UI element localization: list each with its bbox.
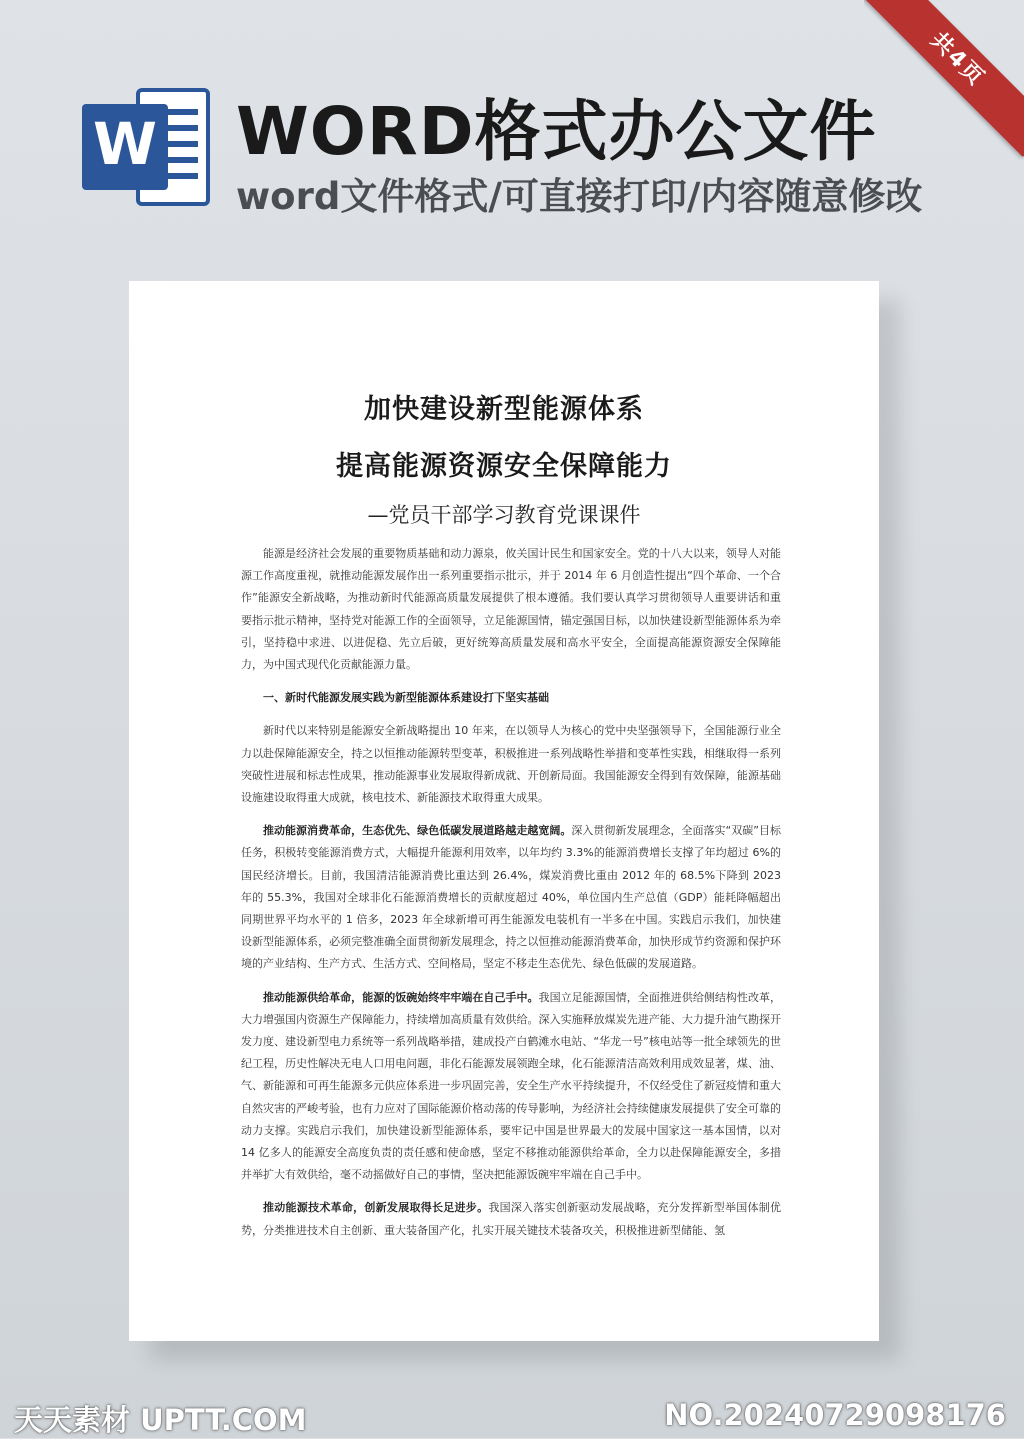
document-page [129,281,879,1341]
paragraph-text: 我国深入落实创新驱动发展战略，充分发挥新型举国体制优势，分类推进技术自主创新、重大装备国产化，扎实开展关键技术装备攻关，积极推进新型储能、氢 [241,1201,782,1237]
watermark-number: NO.20240729098176 [664,1398,1006,1432]
page-count-badge: 共4页 [864,0,1024,157]
intro-paragraph: 能源是经济社会发展的重要物质基础和动力源泉，攸关国计民生和国家安全。党的十八大以来，领导人对能源工作高度重视，就推动能源发展作出一系列重要指示批示，并于 2014 年 6 月创造性提出“四个革命、一个合作”能源安全新战略，为推动新时代能源高质量发展提供了根本遵循。我们要认真学习贯彻领导人重要讲话和重要指示批示精神，坚持党对能源工作的全面领导，立足能源国情，锚定强国目标，以加快建设新型能源体系为牵引，坚持稳中求进、以进促稳、先立后破，更好统筹高质量发展和高水平安全，全面提高能源资源安全保障能力，为中国式现代化贡献能源力量。 [241,547,781,672]
paragraph-text: 深入贯彻新发展理念，全面落实“双碳”目标任务，积极转变能源消费方式，大幅提升能源利用效率，以年均约 3.3%的能源消费增长支撑了年均超过 6%的国民经济增长。目前，我国清洁能源消费比重达到 26.4%，煤炭消费比重由 2012 年的 68.5%下降到 2023 年的 55.3%，我国对全球非化石能源消费增长的贡献度超过 40%，单位国内生产总值（GDP）能耗降幅超出同期世界平均水平的 1 倍多，2023 年全球新增可再生能源发电装机有一半多在中国。实践启示我们，加快建设新型能源体系，必须完整准确全面贯彻新发展理念，持之以恒推动能源消费革命，加快形成节约资源和保护环境的产业结构、生产方式、生活方式、空间格局，坚定不移走生态优先、绿色低碳的发展道路。 [241,824,781,971]
doc-title-line1: 加快建设新型能源体系 [364,394,644,425]
paragraph-consumption [241,820,781,975]
word-icon [80,82,212,212]
paragraph-lead: 推动能源供给革命，能源的饭碗始终牢牢端在自己手中。 [263,990,539,1004]
paragraph-lead: 推动能源消费革命，生态优先、绿色低碳发展道路越走越宽阔。 [263,824,572,838]
doc-body [241,543,781,1242]
doc-subtitle: —党员干部学习教育党课课件 [367,503,641,527]
section1-paragraph: 新时代以来特别是能源安全新战略提出 10 年来，在以领导人为核心的党中央坚强领导下，全国能源行业全力以赴保障能源安全，持之以恒推动能源转型变革，积极推进一系列战略性举措和变革性实践，相继取得一系列突破性进展和标志性成果，推动能源事业发展取得新成就、开创新局面。我国能源安全得到有效保障，能源基础设施建设取得重大成就，核电技术、新能源技术取得重大成果。 [241,724,781,805]
corner-ribbon [864,0,1024,160]
section-heading: 一、新时代能源发展实践为新型能源体系建设打下坚实基础 [263,691,549,705]
paragraph-supply [241,987,781,1187]
header-subtitle: word文件格式/可直接打印/内容随意修改 [236,175,923,218]
word-icon-letter: W [93,110,157,178]
watermark-site: 天天素材 UPTT.COM [14,1403,307,1437]
paragraph-technology [241,1197,781,1241]
paragraph-lead: 推动能源技术革命，创新发展取得长足进步。 [263,1201,489,1215]
paragraph-text: 我国立足能源国情，全面推进供给侧结构性改革，大力增强国内资源生产保障能力，持续增加高质量有效供给。深入实施释放煤炭先进产能、大力提升油气勘探开发力度、建设新型电力系统等一系列战略举措，建成投产白鹤滩水电站、“华龙一号”核电站等一批全球领先的世纪工程，历史性解决无电人口用电问题，非化石能源发展领跑全球，化石能源清洁高效利用成效显著，煤、油、气、新能源和可再生能源多元供应体系进一步巩固完善，安全生产水平持续提升，不仅经受住了新冠疫情和重大自然灾害的严峻考验，也有力应对了国际能源价格动荡的传导影响，为经济社会持续健康发展提供了安全可靠的动力支撑。实践启示我们，加快建设新型能源体系，要牢记中国是世界最大的发展中国家这一基本国情，以对 14 亿多人的能源安全高度负责的责任感和使命感，坚定不移推动能源供给革命，全力以赴保障能源安全，多措并举扩大有效供给，毫不动摇做好自己的事情，坚决把能源饭碗牢牢端在自己手中。 [241,990,782,1182]
doc-title-line2: 提高能源资源安全保障能力 [336,451,672,482]
header-title: WORD格式办公文件 [236,93,877,170]
